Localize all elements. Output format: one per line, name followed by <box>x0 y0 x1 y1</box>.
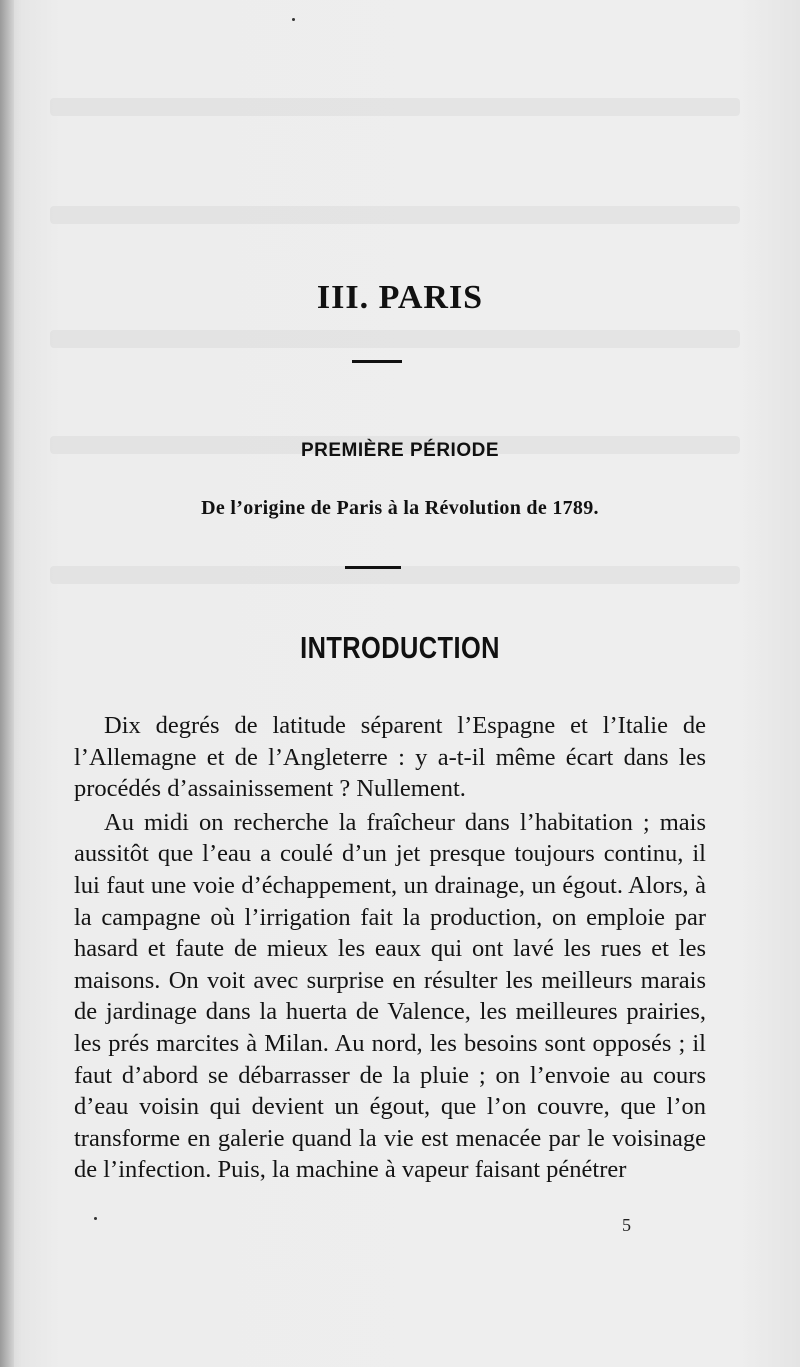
ink-speck <box>94 1217 97 1220</box>
body-text <box>74 710 706 1186</box>
show-through-line <box>50 98 740 116</box>
show-through-line <box>50 206 740 224</box>
show-through-line <box>50 330 740 348</box>
subtitle-rule <box>345 566 401 569</box>
chapter-title: III. PARIS <box>316 279 484 316</box>
paragraph: Dix degrés de latitude séparent l’Espagne et l’Italie de l’Allemagne et de l’Angleterre : y a-t-il même écart dans les procédés d’assainissement ? Nullement. <box>74 712 706 803</box>
section-title: INTRODUCTION <box>300 630 500 665</box>
ink-speck <box>292 18 295 21</box>
paragraph: Au midi on recherche la fraîcheur dans l’habitation ; mais aussitôt que l’eau a coulé d’un jet presque toujours continu, il lui faut une voie d’échappement, un drainage, un égout. Alors, à la campagne où l’irrigation fait la production, on emploie par hasard et faute de mieux les eaux qui ont lavé les rues et les maisons. On voit avec surprise en résulter les meilleurs marais de jardinage dans la huerta de Valence, les meilleures prairies, les prés marcites à Milan. Au nord, les besoins sont opposés ; il faut d’abord se débarrasser de la pluie ; on l’envoie au cours d’eau voisin qui devient un égout, que l’on couvre, que l’on transforme en galerie quand la vie est menacée par le voisinage de l’infection. Puis, la machine à vapeur faisant pénétrer <box>74 808 706 1184</box>
page-gutter-shadow <box>0 0 14 1367</box>
page-number: 5 <box>622 1215 631 1235</box>
period-subtitle: De l’origine de Paris à la Révolution de 1789. <box>201 497 599 519</box>
title-rule <box>352 360 402 363</box>
period-heading: PREMIÈRE PÉRIODE <box>300 440 500 461</box>
